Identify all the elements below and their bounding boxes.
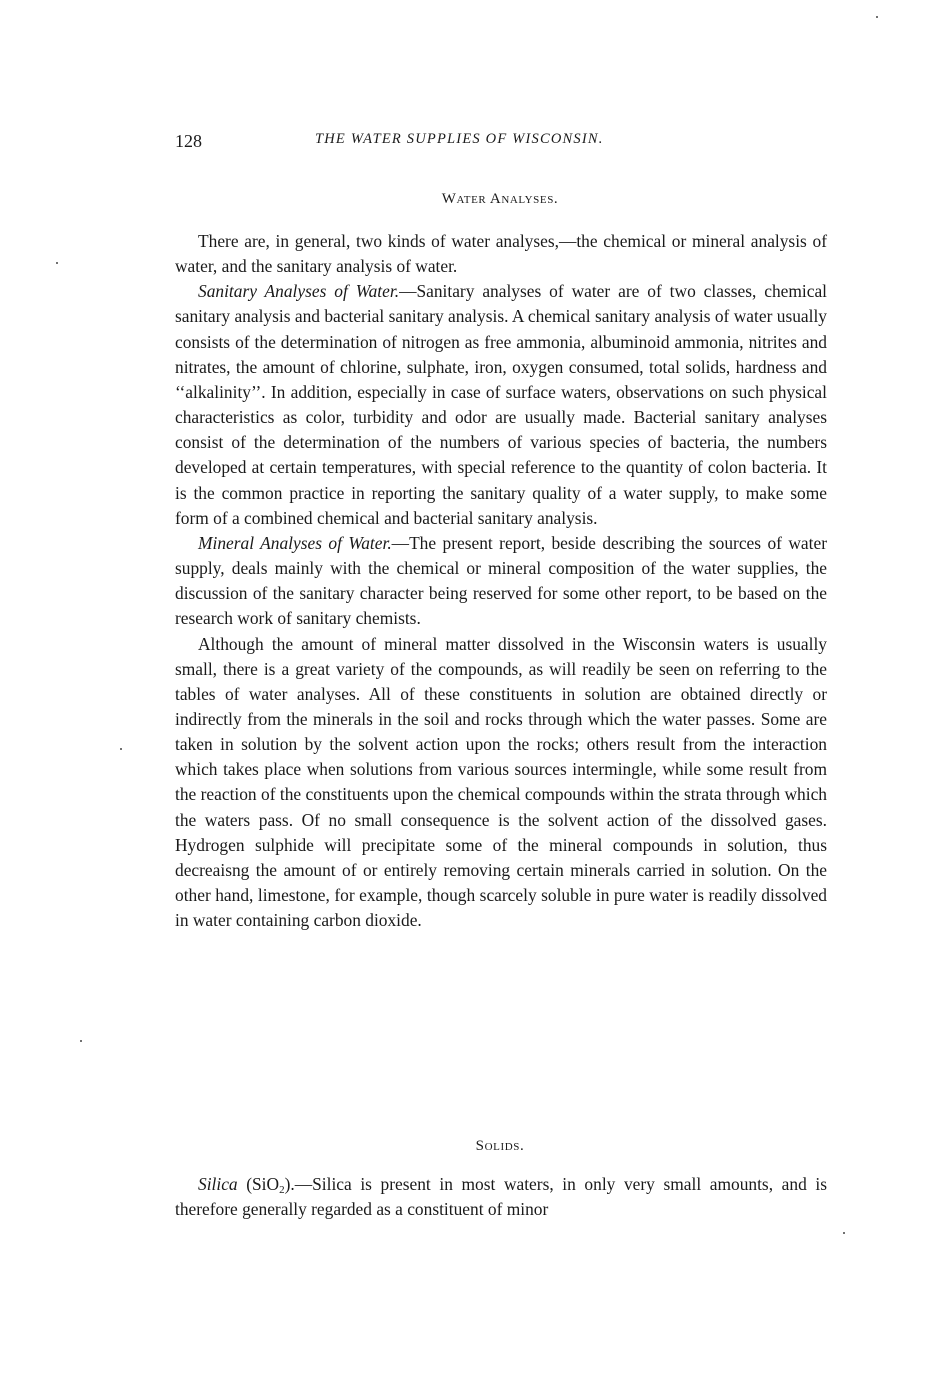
paragraph-mineral-matter: Although the amount of mineral matter dissolved in the Wisconsin waters is usually small, there is a great variety of the compounds, as will readily be seen on referring to the tables of water analyses. All of these constituents in solution are obtained directly or indirectly from the minerals in the soil and rocks through which the water passes. Some are taken in solution by the solvent action upon the rocks; others result from the interaction which takes place when solutions from various sources intermingle, while some result from the reaction of the constituents upon the chemical compounds within the strata through which the waters pass. Of no small consequence is the solvent action of the dissolved gases. Hydrogen sulphide will precipitate some of the mineral compounds in solution, thus decreaisng the amount of or entirely removing certain minerals carried in solution. On the other hand, limestone, for example, though scarcely soluble in pure water is readily dissolved in water containing carbon dioxide. [175, 633, 827, 931]
paragraph-mineral-analyses [175, 531, 827, 632]
paragraph-kinds-of-analyses: There are, in general, two kinds of water analyses,—the chemical or mineral analysis of water, and the sanitary analysis of water. [175, 231, 827, 277]
scan-speck [876, 16, 878, 18]
page-number: 128 [175, 131, 202, 151]
subheading-mineral-analyses: Mineral Analyses of Water. [198, 532, 392, 553]
paragraph-silica [175, 1172, 827, 1222]
silica-text: —Silica is present in most waters, in only very small amounts, and is therefore generally regarded as a constituent of minor [175, 1174, 827, 1220]
scan-speck [843, 1232, 845, 1234]
silica-formula-suffix: ). [284, 1174, 295, 1194]
scan-speck [56, 262, 58, 264]
sanitary-analyses-text: —Sanitary analyses of water are of two classes, chemical sanitary analysis and bacterial sanitary analysis. A chemical sanitary analysis of water usually consists of the determination of nitrogen as free ammonia, albuminoid ammonia, nitrites and nitrates, the amount of chlorine, sulphate, iron, oxygen consumed, total solids, hardness and ‘‘alkalinity’’. In addition, especially in case of surface waters, observations on such physical characteristics as color, turbidity and odor are usually made. Bacterial sanitary analyses consist of the determination of the numbers of various species of bacteria, the numbers developed at certain temperatures, with special reference to the quantity of colon bacteria. It is the common practice in reporting the sanitary quality of a water supply, to make some form of a combined chemical and bacterial sanitary analysis. [175, 281, 828, 528]
subheading-silica: Silica [198, 1174, 238, 1194]
section-heading-water-analyses: Water Analyses. [441, 191, 559, 207]
silica-formula-subscript: 2 [279, 1184, 285, 1196]
section-heading-solids: Solids. [475, 1138, 525, 1154]
paragraph-sanitary-analyses [175, 279, 827, 531]
water-analyses-body [175, 229, 827, 933]
scan-speck [120, 748, 122, 750]
silica-formula-prefix: (SiO [237, 1174, 280, 1194]
mineral-analyses-text: —The present report, beside describing the sources of water supply, deals mainly with the chemical or mineral composition of the water supplies, the discussion of the sanitary character being reserved for some other report, to be based on the research work of sanitary chemists. [175, 532, 827, 629]
solids-body [175, 1172, 827, 1222]
running-title: THE WATER SUPPLIES OF WISCONSIN. [315, 131, 604, 147]
scan-speck [80, 1040, 82, 1042]
subheading-sanitary-analyses: Sanitary Analyses of Water. [198, 281, 400, 302]
running-head [175, 131, 825, 155]
